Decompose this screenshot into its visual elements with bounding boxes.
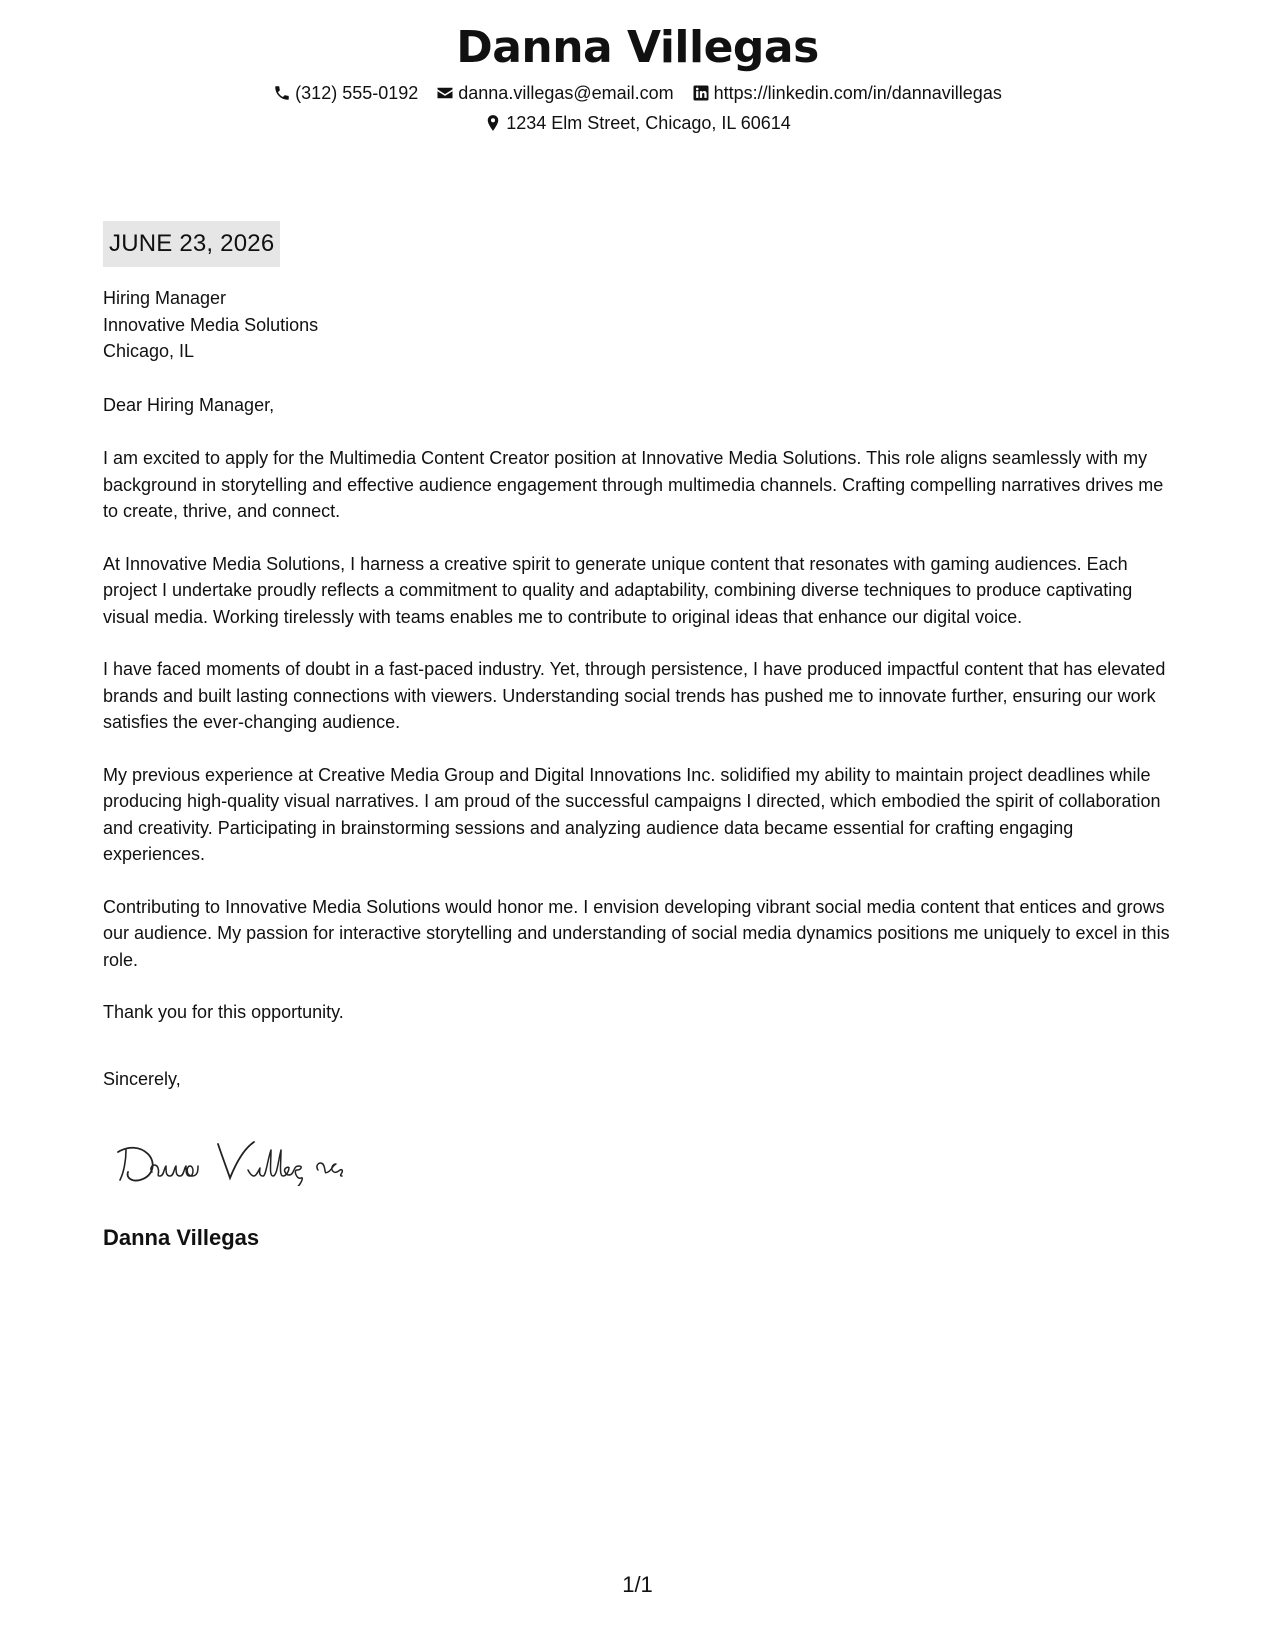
contact-phone — [273, 78, 418, 108]
linkedin-icon — [692, 84, 710, 102]
letter-body — [103, 285, 1178, 1110]
letter-header — [0, 18, 1275, 138]
signer-name: Danna Villegas — [103, 1225, 260, 1250]
envelope-icon — [436, 84, 454, 102]
contact-email[interactable] — [436, 78, 673, 108]
phone-icon — [273, 84, 291, 102]
salutation: Dear Hiring Manager, — [103, 394, 275, 415]
email-text[interactable]: danna.villegas@email.com — [458, 83, 674, 103]
recipient-company: Innovative Media Solutions — [103, 314, 319, 335]
thanks-line: Thank you for this opportunity. — [103, 1002, 344, 1022]
body-paragraph: At Innovative Media Solutions, I harness a creative spirit to generate unique content that resonates with gaming audiences. Each project I undertake proudly reflects a commitment to quality and adaptability, combining diverse techniques to produce captivating visual media. Working tirelessly with teams enables me to contribute to original ideas that enhance our digital voice. — [103, 553, 1133, 627]
signature-image — [110, 1130, 360, 1186]
linkedin-text[interactable]: https://linkedin.com/in/dannavillegas — [713, 83, 1002, 103]
phone-text: (312) 555-0192 — [295, 83, 419, 103]
body-paragraph: Contributing to Innovative Media Solutions would honor me. I envision developing vibrant social media content that entices and grows our audience. My passion for interactive storytelling and understanding of social media dynamics positions me uniquely to excel in this role. — [103, 896, 1170, 970]
address-row — [0, 108, 1275, 138]
address-text: 1234 Elm Street, Chicago, IL 60614 — [506, 113, 791, 133]
recipient-block — [103, 285, 1178, 365]
contact-address — [484, 108, 791, 138]
contact-row — [0, 78, 1275, 108]
closing: Sincerely, — [103, 1068, 181, 1089]
recipient-location: Chicago, IL — [103, 341, 195, 361]
recipient-title: Hiring Manager — [103, 288, 227, 308]
map-pin-icon — [484, 114, 502, 132]
body-paragraph: I have faced moments of doubt in a fast-paced industry. Yet, through persistence, I have produced impactful content that has elevated brands and built lasting connections with viewers. Understanding social trends has pushed me to innovate further, ensuring our work satisfies the ever-changing audience. — [103, 659, 1166, 732]
contact-linkedin[interactable] — [692, 78, 1002, 108]
body-paragraph: My previous experience at Creative Media Group and Digital Innovations Inc. solidified my ability to maintain project deadlines while producing high-quality visual narratives. I am proud of the successful campaigns I directed, which embodied the spirit of collaboration and creativity. Participating in brainstorming sessions and analyzing audience data became essential for crafting engaging experiences. — [103, 764, 1161, 864]
page-number: 1/1 — [622, 1572, 653, 1597]
body-paragraph: I am excited to apply for the Multimedia Content Creator position at Innovative Media Solutions. This role aligns seamlessly with my background in storytelling and effective audience engagement through multimedia channels. Crafting compelling narratives drives me to create, thrive, and connect. — [103, 448, 1164, 521]
sender-name: Danna Villegas — [456, 22, 819, 73]
letter-date: JUNE 23, 2026 — [103, 221, 280, 267]
